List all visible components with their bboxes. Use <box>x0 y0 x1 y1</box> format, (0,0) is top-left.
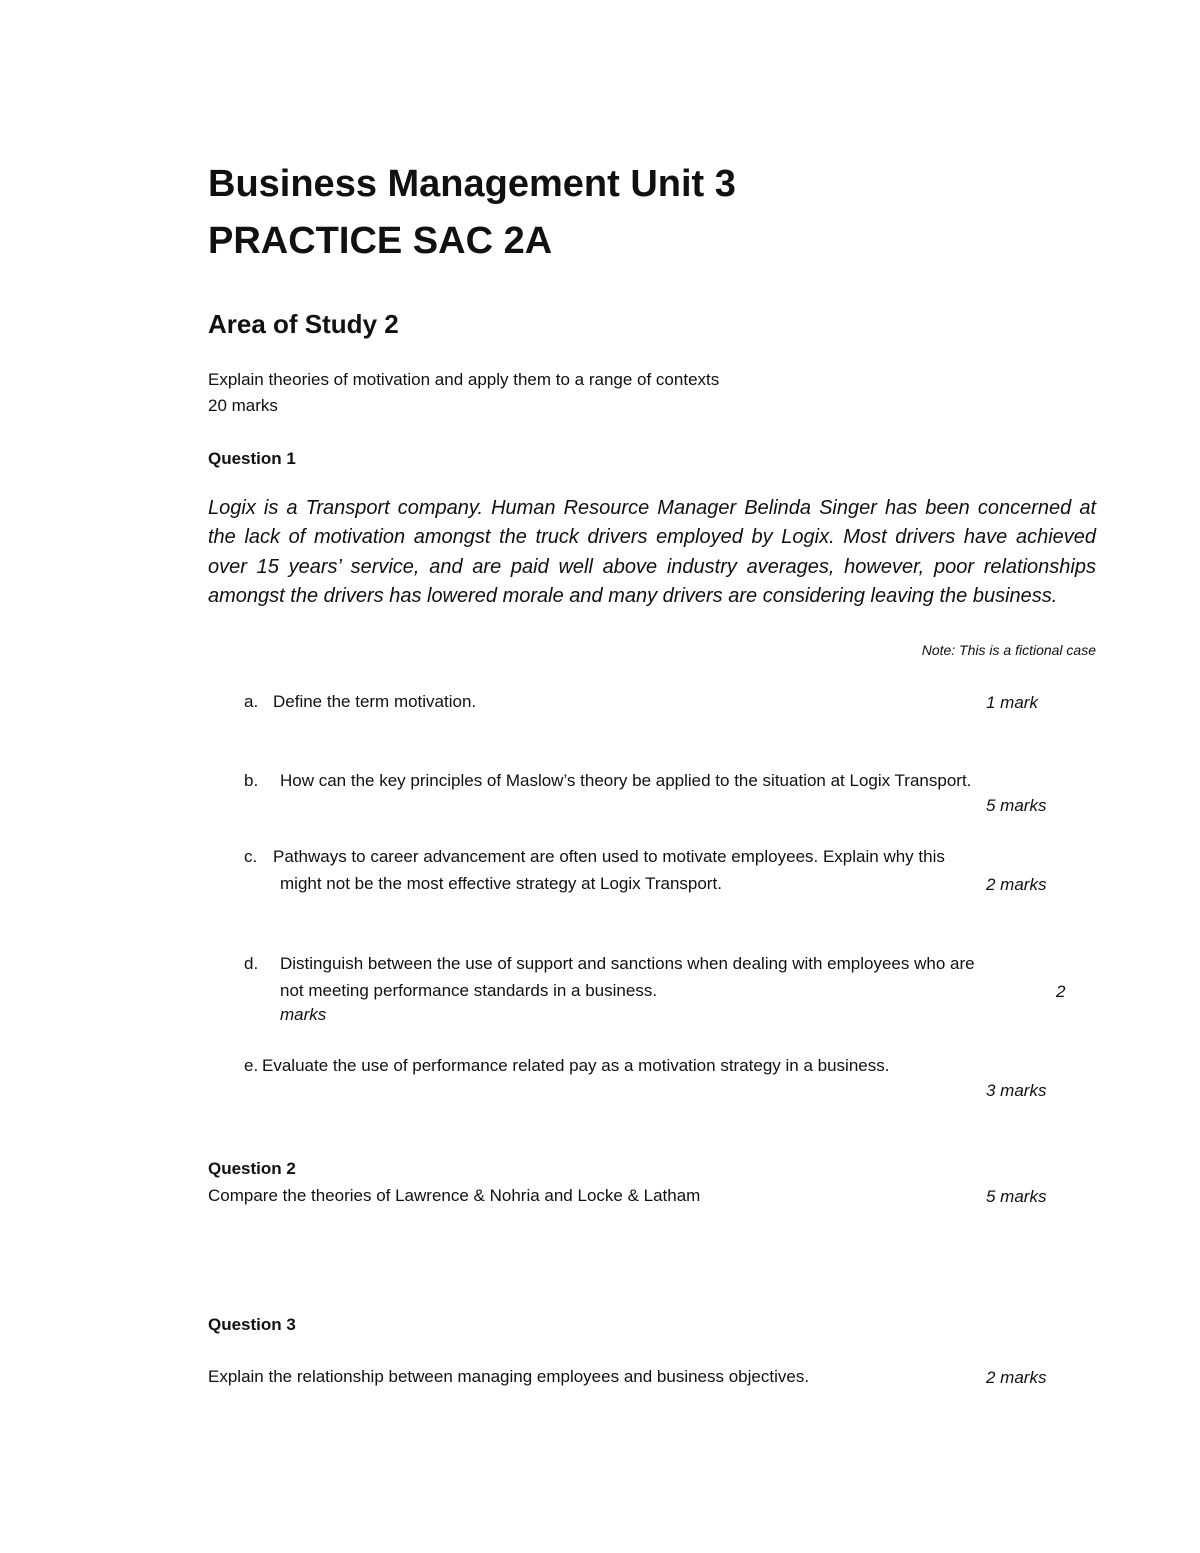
part-a-letter: a. <box>244 692 259 711</box>
part-c-marks: 2 marks <box>986 875 1047 894</box>
question-3-heading: Question 3 <box>208 1315 296 1334</box>
part-c-question-line1: Pathways to career advancement are often used to motivate employees. Explain why this <box>273 847 945 866</box>
part-a-marks: 1 mark <box>986 693 1038 712</box>
part-e-letter: e. <box>244 1056 259 1075</box>
question-1-heading: Question 1 <box>208 449 296 468</box>
part-c-letter: c. <box>244 847 258 866</box>
part-b-marks: 5 marks <box>986 796 1047 815</box>
document-subtitle: PRACTICE SAC 2A <box>208 220 553 262</box>
case-study-text: Logix is a Transport company. Human Resource Manager Belinda Singer has been concerned at the lack of motivation amongst the truck drivers employed by Logix. Most drivers have achieved over 15 years’ service, and are paid well above industry averages, however, poor relationships amongst the drivers has lowered morale and many drivers are considering leaving the business. <box>208 497 1096 607</box>
question-2-text: Compare the theories of Lawrence & Nohria and Locke & Latham <box>208 1186 701 1205</box>
part-d-question-line1: Distinguish between the use of support and sanctions when dealing with employees who are <box>280 954 975 973</box>
part-b-letter: b. <box>244 771 259 790</box>
document-title: Business Management Unit 3 <box>208 163 736 205</box>
part-d-question-line2: not meeting performance standards in a business. <box>280 981 658 1000</box>
question-2-heading: Question 2 <box>208 1159 296 1178</box>
part-c-question-line2: might not be the most effective strategy at Logix Transport. <box>280 874 722 893</box>
question-3-marks: 2 marks <box>986 1368 1047 1387</box>
part-b-question: How can the key principles of Maslow’s theory be applied to the situation at Logix Transport. <box>280 771 972 790</box>
area-heading: Area of Study 2 <box>208 309 399 339</box>
area-description: Explain theories of motivation and apply them to a range of contexts <box>208 370 720 389</box>
part-d-marks-word: marks <box>280 1005 327 1024</box>
question-2-marks: 5 marks <box>986 1187 1047 1206</box>
part-d-marks-number: 2 <box>1056 982 1066 1001</box>
part-d-letter: d. <box>244 954 259 973</box>
total-marks: 20 marks <box>208 396 278 415</box>
part-e-marks: 3 marks <box>986 1081 1047 1100</box>
fictional-case-note: Note: This is a fictional case <box>921 642 1096 658</box>
question-3-text: Explain the relationship between managing employees and business objectives. <box>208 1367 810 1386</box>
part-e-question: Evaluate the use of performance related pay as a motivation strategy in a business. <box>262 1056 890 1075</box>
part-a-question: Define the term motivation. <box>273 692 477 711</box>
